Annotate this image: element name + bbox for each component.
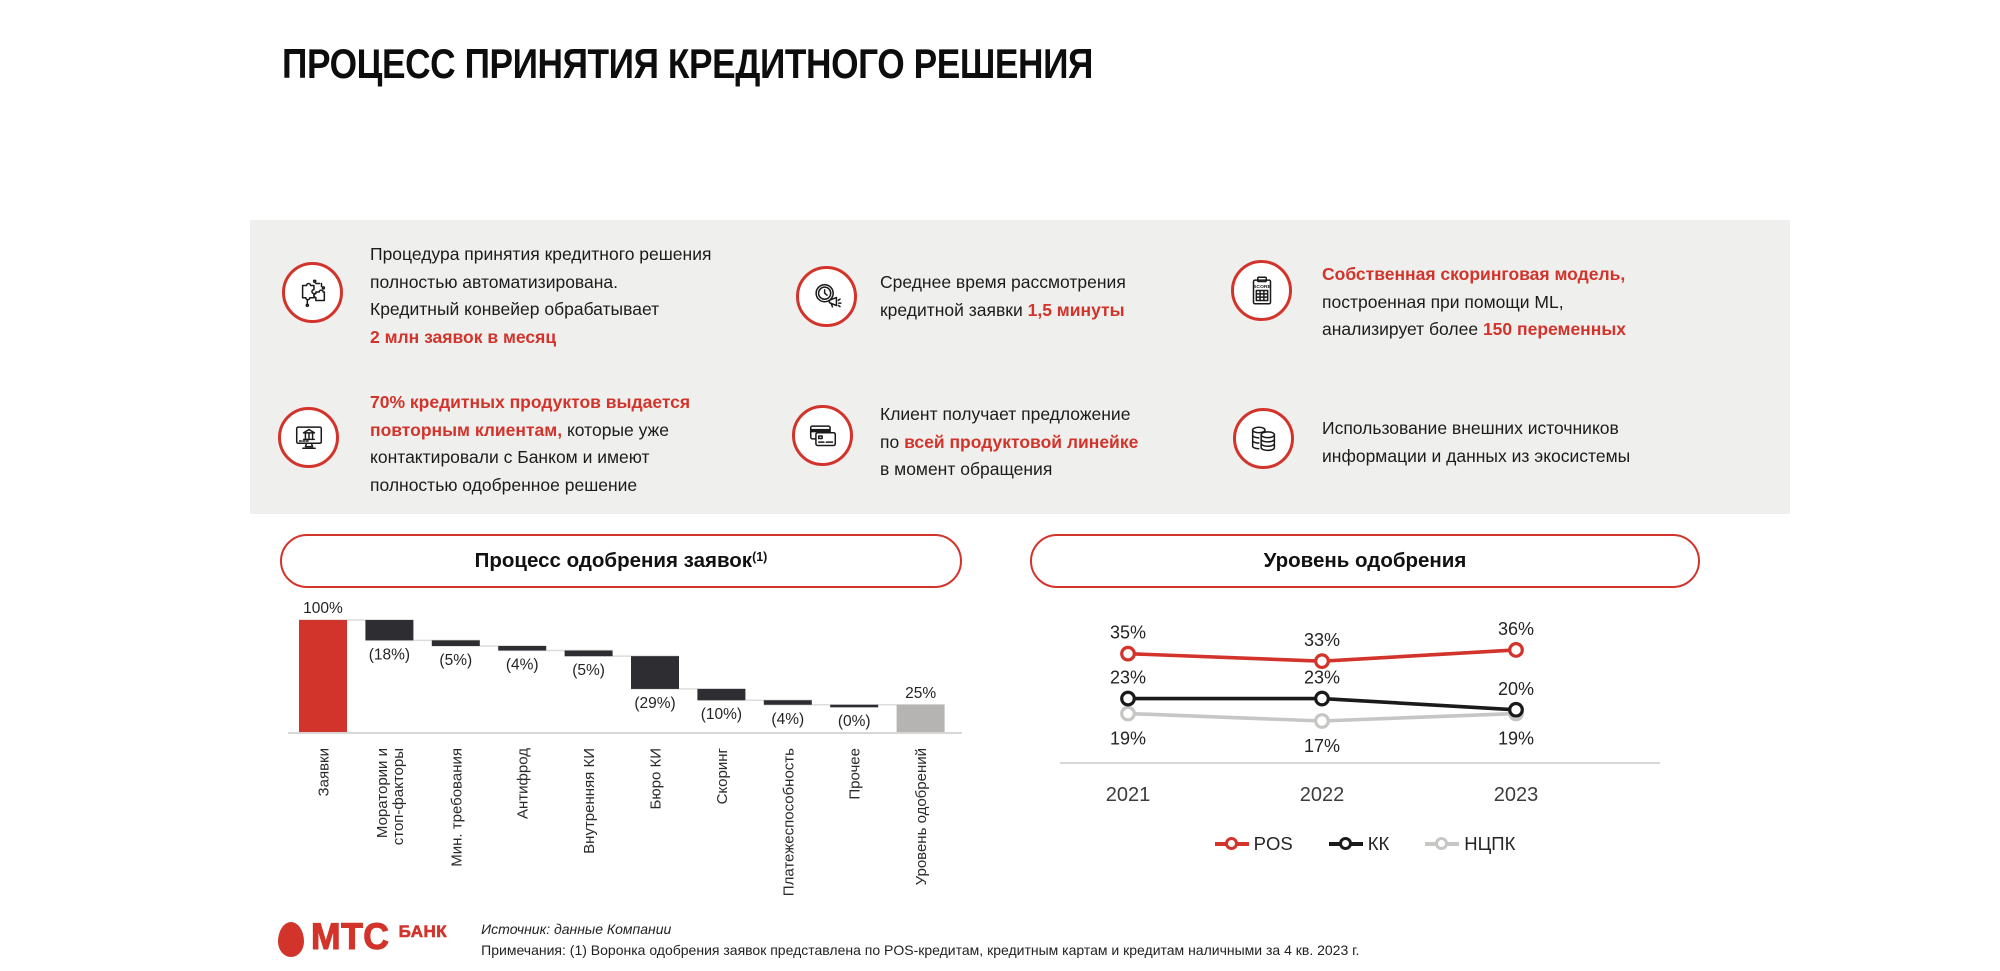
data-point-КК-2021 — [1122, 692, 1135, 705]
info-item-text-2: Собственная скоринговая модель, построенная при помощи ML, анализирует более 150 переменных — [1322, 264, 1627, 339]
source-note-block — [481, 919, 1359, 960]
funnel-chart-title: Процесс одобрения заявок — [474, 549, 753, 572]
point-label-НЦПК-2023: 19% — [1497, 728, 1535, 749]
data-point-КК-2022 — [1316, 692, 1329, 705]
point-label-POS-2023: 36% — [1497, 618, 1535, 639]
waterfall-value-label: (4%) — [771, 710, 805, 728]
legend-item-КК — [1329, 833, 1390, 855]
waterfall-category-label: Моратории и — [373, 748, 391, 839]
waterfall-category-label: Внутренняя КИ — [581, 748, 599, 854]
waterfall-bar-7 — [764, 700, 812, 705]
legend-item-POS — [1215, 833, 1293, 855]
note-line: Примечания: (1) Воронка одобрения заявок представлена по POS-кредитам, кредитным картам и кредитам наличными за 4 кв. 2023 г. — [481, 941, 1360, 958]
waterfall-bar-3 — [498, 646, 546, 651]
mts-bank-logo — [278, 916, 448, 957]
point-label-КК-2022: 23% — [1303, 667, 1341, 688]
waterfall-category-label: Бюро КИ — [647, 748, 665, 810]
waterfall-value-label: (10%) — [700, 706, 743, 724]
data-point-POS-2023 — [1510, 644, 1523, 657]
waterfall-value-label: (5%) — [439, 651, 473, 669]
waterfall-category-label: Прочее — [846, 748, 864, 800]
point-label-КК-2023: 20% — [1497, 678, 1535, 699]
waterfall-category-label: Уровень одобрений — [913, 748, 931, 886]
year-label-2021: 2021 — [1105, 784, 1151, 806]
footnote-marker: (1) — [752, 550, 768, 564]
point-label-КК-2021: 23% — [1109, 667, 1147, 688]
data-sources-database-icon — [1233, 408, 1294, 469]
legend-marker-icon — [1215, 838, 1249, 851]
legend-marker-icon — [1425, 838, 1459, 851]
waterfall-bar-6 — [697, 689, 745, 700]
point-label-НЦПК-2022: 17% — [1303, 736, 1341, 756]
info-item-text-1: Среднее время рассмотрения кредитной заявки 1,5 минуты — [880, 272, 1126, 320]
automation-puzzle-icon — [282, 262, 343, 323]
source-line: Источник: данные Компании — [481, 921, 672, 937]
waterfall-value-label: 25% — [905, 684, 937, 702]
data-point-POS-2022 — [1316, 655, 1329, 668]
legend-marker-icon — [1329, 838, 1363, 851]
product-cards-icon — [792, 405, 853, 466]
approval-chart-title: Уровень одобрения — [1263, 549, 1467, 572]
point-label-POS-2021: 35% — [1109, 622, 1147, 643]
waterfall-bar-8 — [830, 705, 878, 708]
waterfall-category-label: Заявки — [315, 748, 333, 797]
waterfall-value-label: (18%) — [368, 646, 411, 664]
approval-chart-title-pill — [1030, 534, 1700, 588]
data-point-POS-2021 — [1122, 647, 1135, 660]
info-panel — [250, 220, 1790, 514]
waterfall-chart — [250, 595, 1010, 940]
waterfall-bar-4 — [565, 651, 613, 657]
legend-label: КК — [1367, 833, 1390, 854]
waterfall-value-label: (0%) — [837, 712, 871, 730]
waterfall-category-label: Мин. требования — [448, 748, 466, 867]
data-point-НЦПК-2021 — [1122, 707, 1135, 720]
point-label-НЦПК-2021: 19% — [1109, 728, 1147, 749]
waterfall-bar-0 — [299, 620, 347, 733]
year-label-2023: 2023 — [1493, 784, 1539, 806]
waterfall-category-label: Платежеспособность — [780, 748, 798, 897]
info-item-text-3: 70% кредитных продуктов выдается повторным клиентам, которые уже контактировали с Банком и имеют полностью одобренное решение — [370, 392, 691, 495]
page-title: ПРОЦЕСС ПРИНЯТИЯ КРЕДИТНОГО РЕШЕНИЯ — [282, 40, 1093, 87]
repeat-clients-monitor-icon — [278, 407, 339, 468]
legend-item-НЦПК — [1425, 833, 1515, 855]
logo-bank-text: БАНК — [398, 922, 448, 941]
year-label-2022: 2022 — [1299, 784, 1345, 806]
info-item-text-4: Клиент получает предложение по всей продуктовой линейке в момент обращения — [880, 404, 1139, 479]
waterfall-category-label: стоп-факторы — [389, 748, 407, 846]
mts-egg-icon — [278, 922, 304, 957]
approval-line-chart — [1030, 600, 1710, 900]
logo-mtc-text: МТС — [311, 916, 390, 957]
scoring-model-icon — [1231, 260, 1292, 321]
waterfall-bar-2 — [432, 640, 480, 646]
legend-label: НЦПК — [1464, 833, 1516, 854]
legend-label: POS — [1253, 833, 1293, 854]
info-item-text-5: Использование внешних источников информации и данных из экосистемы — [1322, 418, 1631, 466]
info-item-text-0: Процедура принятия кредитного решения полностью автоматизирована. Кредитный конвейер обрабатывает 2 млн заявок в месяц — [370, 244, 712, 347]
waterfall-value-label: (5%) — [572, 662, 605, 680]
waterfall-value-label: (4%) — [505, 656, 539, 674]
svg-text:SCORE: SCORE — [1252, 284, 1271, 290]
review-time-clock-icon — [796, 266, 857, 327]
waterfall-category-label: Скоринг — [713, 748, 731, 805]
waterfall-bar-1 — [365, 620, 413, 640]
data-point-НЦПК-2022 — [1316, 715, 1329, 728]
waterfall-value-label: 100% — [303, 600, 343, 617]
waterfall-category-label: Антифрод — [514, 748, 532, 819]
waterfall-bar-9 — [897, 705, 945, 733]
data-point-КК-2023 — [1510, 703, 1523, 716]
waterfall-bar-5 — [631, 656, 679, 689]
waterfall-value-label: (29%) — [634, 694, 676, 712]
footer — [278, 916, 1360, 960]
chart-legend — [1030, 833, 1700, 855]
point-label-POS-2022: 33% — [1303, 630, 1341, 651]
funnel-chart-title-pill — [280, 534, 962, 588]
